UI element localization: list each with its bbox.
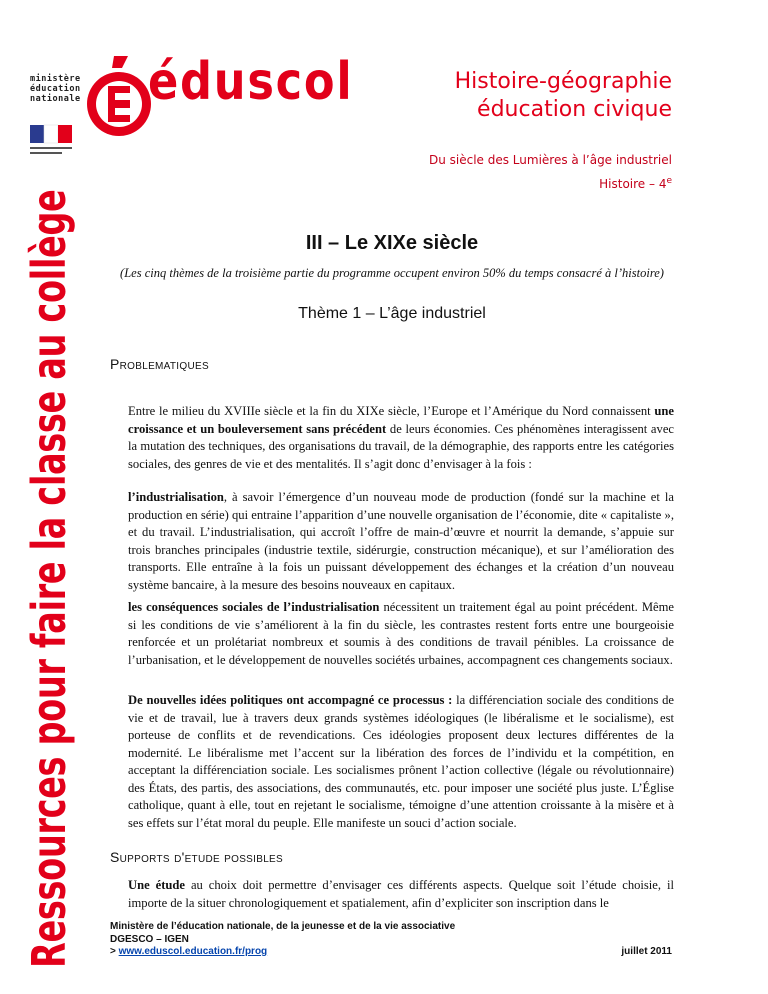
ministere-line: nationale [30, 94, 81, 104]
paragraph-idees-politiques [128, 692, 674, 832]
text: au choix doit permettre d’envisager ces différents aspects. Quelque soit l’étude choisie, il importe de la situer chronologiquement et spatialement, afin d’expliciter son inscription dans le [128, 878, 674, 910]
ministere-line: éducation [30, 84, 81, 94]
bold-text: une croissance et un bouleversement sans précédent [128, 404, 674, 436]
footer [110, 921, 674, 959]
bold-text: De nouvelles idées politiques ont accompagné ce processus : [128, 693, 453, 707]
subject-heading [455, 68, 672, 124]
bold-text: l’industrialisation [128, 490, 224, 504]
page-title: III – Le XIXe siècle [305, 232, 479, 254]
title-note: (Les cinq thèmes de la troisième partie du programme occupent environ 50% du temps consacré à l’histoire) [120, 266, 664, 280]
paragraph-intro [128, 403, 674, 473]
text: Entre le milieu du XVIIIe siècle et la fin du XIXe siècle, l’Europe et l’Amérique du Nord connaissent [128, 404, 655, 418]
footer-link-line [110, 946, 674, 959]
paragraph-industrialisation [128, 489, 674, 594]
section-heading-supports: Supports d'etude possibles [110, 849, 283, 865]
eduscol-logo: éduscol [148, 52, 354, 112]
period-label: Du siècle des Lumières à l’âge industriel [428, 153, 672, 167]
footer-ministry: Ministère de l’éducation nationale, de la jeunesse et de la vie associative [110, 921, 456, 932]
link-prefix: > [110, 946, 119, 957]
section-heading-problematiques: Problematiques [110, 356, 209, 372]
level-label [599, 176, 672, 191]
paragraph-etude [128, 877, 674, 912]
text: , à savoir l’émergence d’un nouveau mode de production (fondé sur la machine et la production en série) qui entraine l’apparition d’une nouvelle organisation de l’économie, dite « capitaliste », et du travail. L’industrialisation, qui accroît l’offre de main-d’œuvre et nourrit la demande, s’appuie sur trois branches principales (industrie textile, sidérurgie, construction mécanique), et sur l’amélioration des transports. Elle entraîne à la fois un puissant développement des échanges et la création d’un nouveau système bancaire, à la mesure des besoins nouveaux en capitaux. [128, 490, 674, 592]
text: nécessitent un traitement égal au point précédent. Même si les conditions de vie s’améliorent à la fin du siècle, les contrastes restent forts entre une bourgeoisie renforcée et un prolétariat nombreux et soumis à des conditions de travail pénibles. La croissance de l’urbanisation, et le développement de nouvelles sociétés urbaines, accompagnent ces changements sociaux. [128, 600, 674, 667]
theme-heading: Thème 1 – L’âge industriel [298, 305, 486, 322]
ministere-line: ministère [30, 74, 81, 84]
text: de leurs économies. Ces phénomènes interagissent avec la mutation des techniques, des organisations du travail, de la démographie, des rapports entre les catégories sociales, des genres de vie et des mentalités. Il s’agit donc d’envisager à la fois : [128, 421, 674, 471]
text: la différenciation sociale des conditions de vie et de travail, lue à travers deux grands systèmes idéologiques (le libéralisme et le socialisme), est porteuse de conflits et de revendications. Ces idéologies proposent deux lectures différentes de la modernité. Le libéralisme met l’accent sur la libération des forces de l’individu et la compétition, en acceptant la différenciation sociale. Les socialismes prônent l’action collective (légale ou révolutionnaire) des États, des partis, des associations, des communautés, etc. pour imposer une société plus juste. L’Église catholique, quant à elle, tout en rejetant le socialisme, témoigne d’une attention croissante à la misère et à ses effets sur l’état moral du peuple. Elle manifeste un souci d’action sociale. [128, 693, 674, 830]
level-sup: e [666, 176, 672, 186]
bold-text: les conséquences sociales de l’industrialisation [128, 600, 380, 614]
level-text: Histoire – 4 [599, 177, 667, 191]
e-circle-logo [84, 52, 154, 138]
vertical-banner-text: Ressources pour faire la classe au collège [22, 189, 76, 968]
paragraph-consequences [128, 599, 674, 669]
eduscol-prog-link[interactable]: www.eduscol.education.fr/prog [118, 946, 268, 957]
subject-line-2: éducation civique [477, 97, 672, 122]
vertical-banner [22, 0, 76, 968]
subject-line-1: Histoire-géographie [454, 69, 672, 94]
footer-dept: DGESCO – IGEN [110, 933, 189, 945]
bold-text: Une étude [128, 878, 186, 892]
footer-date: juillet 2011 [621, 946, 672, 957]
